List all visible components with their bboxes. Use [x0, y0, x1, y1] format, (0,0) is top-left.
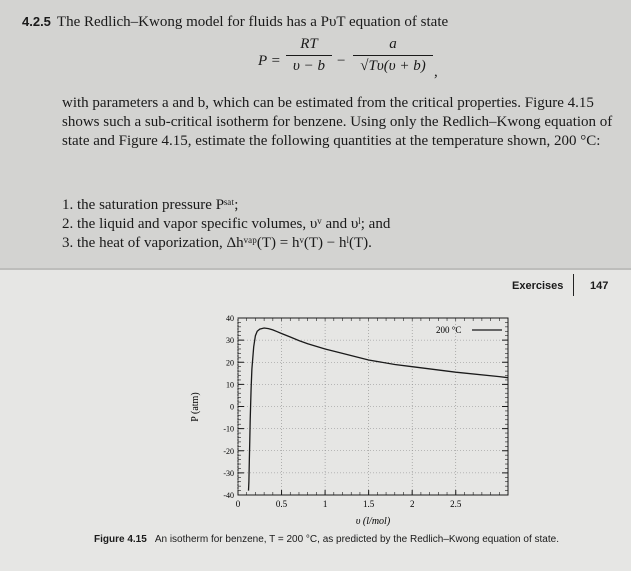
page-number: 147 — [590, 280, 609, 292]
x-tick-label: 0.5 — [275, 499, 288, 509]
fraction-rt-numerator: RT — [300, 36, 318, 52]
question-item-2: 2. the liquid and vapor specific volumes, υᵛ and υˡ; and — [62, 216, 391, 232]
fraction-a-bar — [353, 55, 433, 56]
running-head-section: Exercises — [512, 280, 564, 292]
equation-lhs: P = — [258, 53, 281, 69]
running-head-separator — [573, 274, 574, 296]
figure-caption-text: An isotherm for benzene, T = 200 °C, as predicted by the Redlich–Kwong equation of state. — [154, 534, 559, 545]
x-axis-label: υ (l/mol) — [355, 516, 391, 527]
fraction-a-denominator: √Tυ(υ + b) — [360, 58, 426, 74]
exercise-heading — [22, 14, 448, 31]
isotherm-chart — [180, 312, 525, 532]
x-tick-label: 0 — [235, 499, 241, 509]
y-tick-label: -20 — [223, 446, 234, 456]
y-tick-label: 10 — [226, 380, 234, 390]
question-item-1: 1. the saturation pressure Pˢᵃᵗ; — [62, 197, 239, 213]
grid-lines — [238, 318, 508, 495]
y-tick-label: 30 — [226, 336, 234, 346]
y-tick-label: 20 — [226, 358, 234, 368]
equation-minus: − — [337, 53, 346, 69]
x-tick-label: 2.5 — [450, 499, 462, 509]
y-tick-label: 40 — [226, 314, 234, 323]
equation-comma: , — [434, 64, 438, 80]
figure-label: Figure 4.15 — [94, 534, 147, 545]
y-tick-label: -30 — [223, 468, 234, 478]
figure-caption — [94, 534, 559, 545]
question-item-3: 3. the heat of vaporization, Δhᵛᵃᵖ(T) = hᵛ(T) − hˡ(T). — [62, 235, 372, 251]
fraction-rt — [286, 36, 332, 75]
fraction-rt-denominator: υ − b — [292, 58, 325, 74]
x-tick-label: 1 — [322, 499, 328, 509]
x-tick-label: 1.5 — [363, 499, 375, 509]
isotherm-curve — [249, 328, 509, 491]
question-list — [62, 196, 390, 253]
y-tick-label: -40 — [223, 491, 234, 500]
y-tick-label: 0 — [230, 402, 234, 412]
exercise-number: 4.2.5 — [22, 14, 51, 29]
x-tick-label: 2 — [409, 499, 415, 509]
y-axis-ticks — [223, 314, 508, 500]
redlich-kwong-equation — [258, 36, 478, 86]
fraction-a-numerator: a — [389, 36, 397, 52]
exercise-paragraph: with parameters a and b, which can be estimated from the critical properties. Figure 4.15 shows such a sub-critical isotherm for benzene. Using only the Redlich–Kwong equation of state and Figure 4.15, estimate the following quantities at the temperature shown, 200 °C: — [62, 95, 613, 149]
y-axis-label: P (atm) — [190, 392, 201, 422]
exercise-intro: The Redlich–Kwong model for fluids has a PυT equation of state — [56, 14, 449, 30]
fraction-rt-bar — [286, 55, 332, 56]
fraction-a — [353, 36, 433, 75]
x-axis-ticks — [236, 490, 462, 509]
legend-label: 200 °C — [436, 325, 462, 335]
y-tick-label: -10 — [223, 424, 234, 434]
